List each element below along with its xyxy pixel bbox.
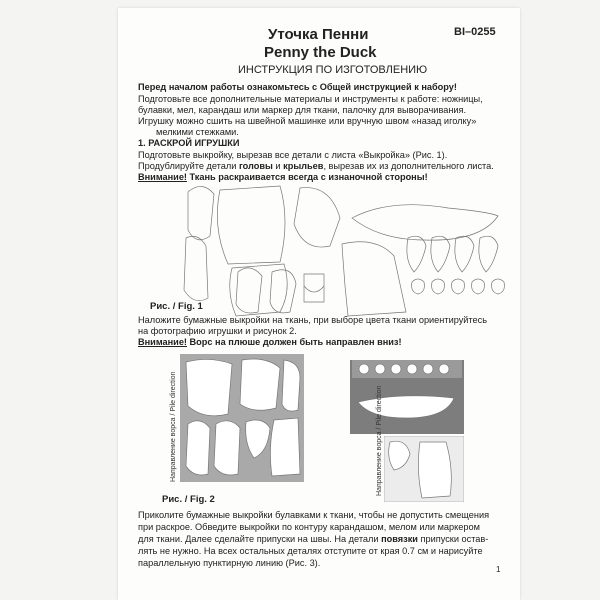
section1-line: Продублируйте детали головы и крыльев, вырезав их из дополнительного листа. [138,161,494,171]
section3-line: Приколите бумажные выкройки булавками к ткани, чтобы не допустить смещения [138,510,490,520]
title-english: Penny the Duck [264,44,377,61]
product-code: BI–0255 [454,26,496,38]
section-heading-cutting: 1. РАСКРОЙ ИГРУШКИ [138,138,240,148]
figure-1-caption: Рис. / Fig. 1 [150,301,203,312]
section3-line: лять не нужно. На всех остальных деталях отступите от края 0.7 см и нарисуйте [138,546,483,556]
pile-direction-label: Направление ворса / Pile direction [170,371,177,482]
section3-line: при раскрое. Обведите выкройки по контуру карандашом, мелом или маркером [138,522,480,532]
intro-line: Игрушку можно сшить на швейной машинке или вручную швом «назад иголку» [138,116,477,126]
pile-direction-label-2: Направление ворса / Pile direction [376,385,383,496]
figure-2-caption: Рис. / Fig. 2 [162,494,215,505]
section3-line: для ткани. Далее сделайте припуски на швы. На детали повязки припуски остав- [138,534,489,544]
section2-line: на фотографию игрушки и рисунок 2. [138,326,297,336]
pattern-pieces [184,186,504,316]
intro-warning: Перед началом работы ознакомьтесь с Общей инструкцией к набору! [138,82,457,92]
intro-line: Подготовьте все дополнительные материалы и инструменты к работе: ножницы, [138,94,483,104]
intro-line: мелкими стежками. [156,127,239,137]
section2-line: Наложите бумажные выкройки на ткань, при выборе цвета ткани ориентируйтесь [138,315,488,325]
figure-2-fabric-secondary [350,360,464,434]
subtitle: ИНСТРУКЦИЯ ПО ИЗГОТОВЛЕНИЮ [238,64,428,76]
section1-line: Подготовьте выкройку, вырезав все детали с листа «Выкройка» (Рис. 1). [138,150,448,160]
section2-warning: Внимание! Ворс на плюше должен быть направлен вниз! [138,337,402,347]
section1-warning: Внимание! Ткань раскраивается всегда с изнаночной стороны! [138,172,428,182]
instruction-sheet [118,8,520,600]
page-number: 1 [496,565,501,574]
figure-2-fabric-light [384,436,464,502]
intro-line: булавки, мел, карандаш или маркер для ткани, палочку для выворачивания. [138,105,467,115]
title-russian: Уточка Пенни [268,26,369,43]
figure-1-pattern [180,180,510,320]
figure-2-fabric-main [180,354,304,482]
section3-line: параллельную пунктирную линию (Рис. 3). [138,558,321,568]
